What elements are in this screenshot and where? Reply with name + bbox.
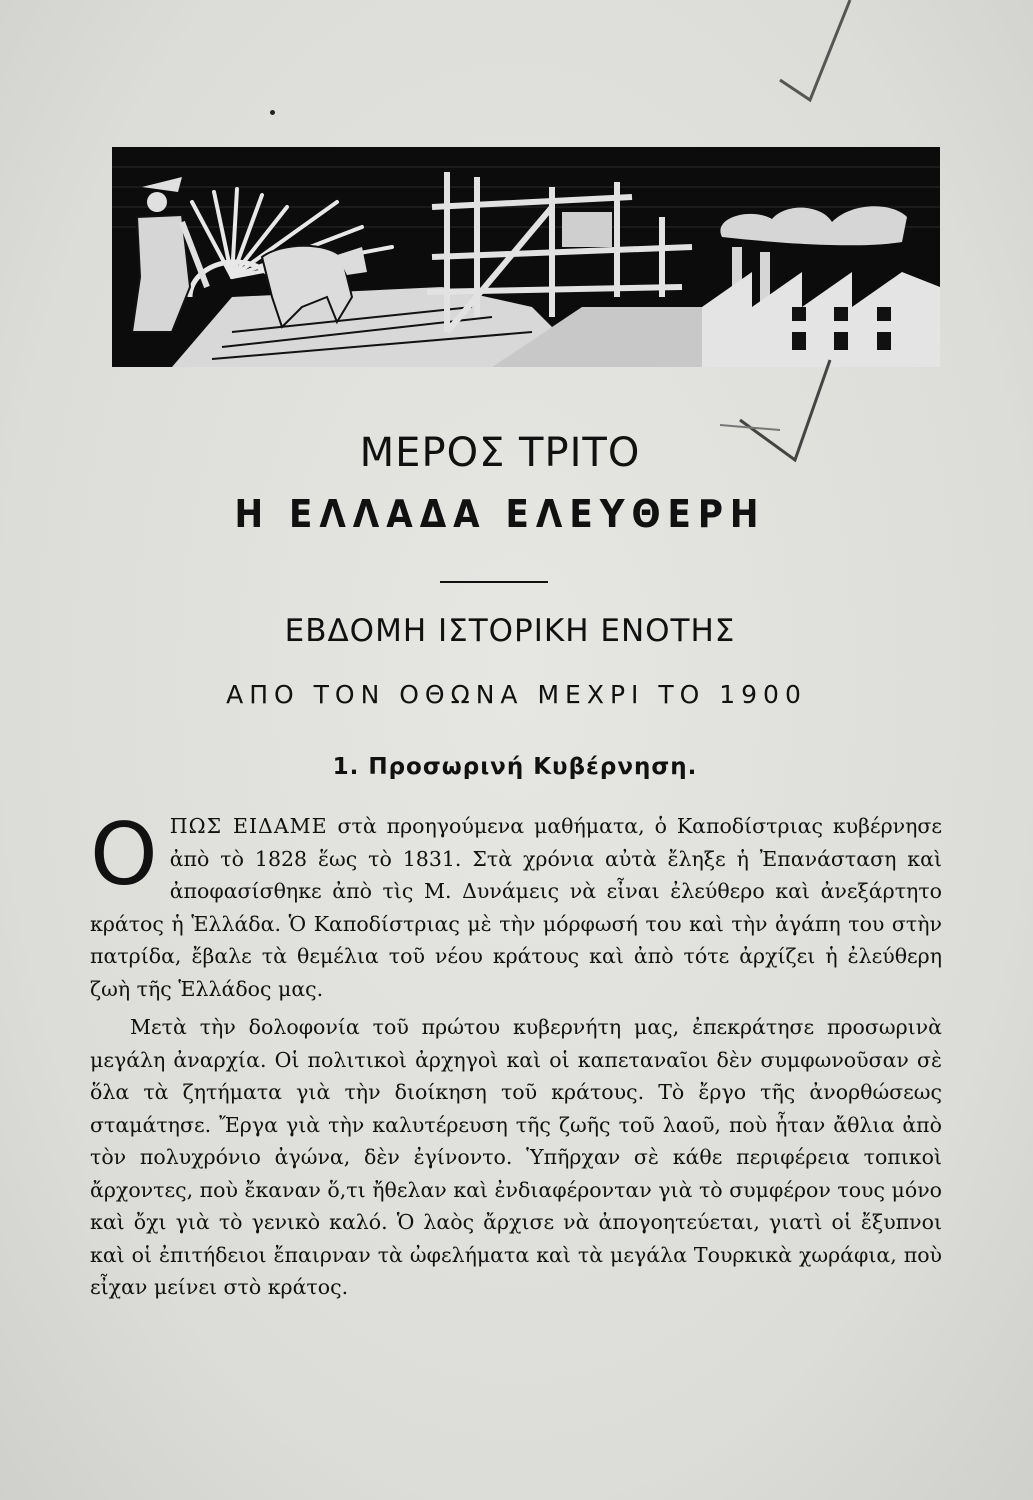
unit-subtitle: ΑΠΟ ΤΟΝ ΟΘΩΝΑ ΜΕΧΡΙ ΤΟ 1900 [226, 680, 807, 709]
title-divider [440, 581, 548, 583]
unit-title: ΕΒΔΟΜΗ ΙΣΤΟΡΙΚΗ ΕΝΟΤΗΣ [284, 613, 736, 649]
main-title: Η ΕΛΛΑΔΑ ΕΛΕΥΘΕΡΗ [234, 492, 766, 536]
body-text [90, 805, 942, 1304]
paragraph-1 [90, 805, 942, 1005]
paragraph-1-text: στὰ προηγούμενα μαθήματα, ὁ Καποδίστριας κυβέρνησε ἀπὸ τὸ 1828 ἕως τὸ 1831. Στὰ χρόνια αὐτὰ ἔληξε ἡ Ἐπανάσταση καὶ ἀποφασίσθηκε ἀπὸ τὶς Μ. Δυνάμεις νὰ εἶναι ἐλεύθερο καὶ ἀνεξάρτητο κράτος ἡ Ἑλλάδα. Ὁ Καποδίστριας μὲ τὴν μόρφωσή του καὶ τὴν ἀγάπη του στὴν πατρίδα, ἔβαλε τὰ θεμέλια τοῦ νέου κράτους καὶ ἀπὸ τότε ἀρχίζει ἡ ἐλεύθερη ζωὴ τῆς Ἑλλάδος μας. [90, 814, 942, 1001]
part-title: ΜΕΡΟΣ ΤΡΙΤΟ [359, 430, 641, 476]
section-title: 1. Προσωρινή Κυβέρνηση. [332, 754, 698, 780]
ink-dot [270, 110, 275, 115]
paragraph-2: Μετὰ τὴν δολοφονία τοῦ πρώτου κυβερνήτη μας, ἐπεκράτησε προσωρινὰ μεγάλη ἀναρχία. Οἱ πολιτικοὶ ἀρχηγοὶ καὶ οἱ καπεταναῖοι δὲν συμφωνοῦσαν σὲ ὅλα τὰ ζητήματα γιὰ τὴν διοίκηση τοῦ κράτους. Τὸ ἔργο τῆς ἀνορθώσεως σταμάτησε. Ἔργα γιὰ τὴν καλυτέρευση τῆς ζωῆς τοῦ λαοῦ, ποὺ ἦταν ἄθλια ἀπὸ τὸν πολυχρόνιο ἀγώνα, δὲν ἐγίνοντο. Ὑπῆρχαν σὲ κάθε περιφέρεια τοπικοὶ ἄρχοντες, ποὺ ἔκαναν ὅ,τι ἤθελαν καὶ ἐνδιαφέρονταν γιὰ τὸ συμφέρον τους μόνο καὶ ὄχι γιὰ τὸ γενικὸ καλό. Ὁ λαὸς ἄρχισε νὰ ἀπογοητεύεται, γιατὶ οἱ ἔξυπνοι καὶ οἱ ἐπιτήδειοι ἔπαιρναν τὰ ὠφελήματα καὶ τὰ μεγάλα Τουρκικὰ χωράφια, ποὺ εἶχαν μείνει στὸ κράτος. [90, 1015, 942, 1299]
drop-cap: Ο [90, 805, 158, 905]
lead-words: ΠΩΣ ΕΙΔΑΜΕ [169, 814, 328, 838]
